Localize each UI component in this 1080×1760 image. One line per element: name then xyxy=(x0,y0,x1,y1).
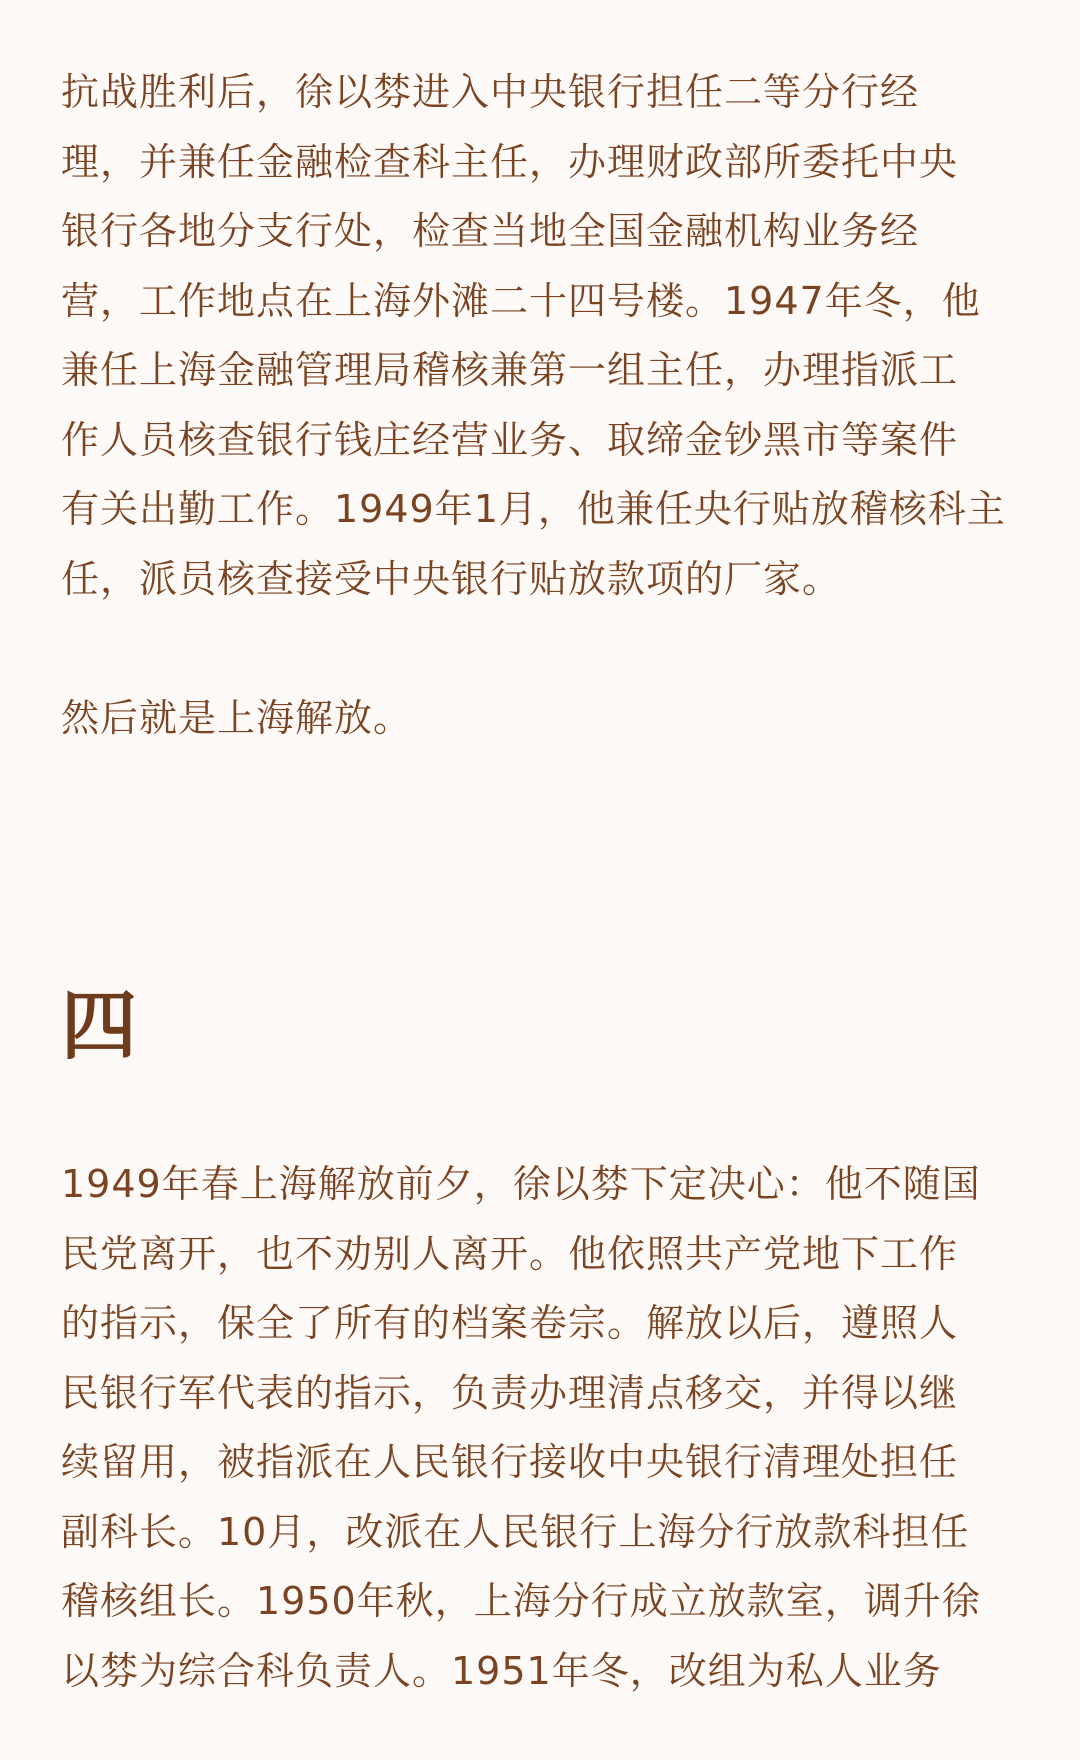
section-heading-four: 四 xyxy=(61,981,137,1070)
paragraph-anti-war-victory: 抗战胜利后，徐以棼进入中央银行担任二等分行经 理，并兼任金融检查科主任，办理财政部所委托中央 银行各地分支行处，检查当地全国金融机构业务经 营，工作地点在上海外滩二十四号楼。1947年冬，他 兼任上海金融管理局稽核兼第一组主任，办理指派工 作人员核查银行钱庄经营业务、取缔金钞黑市等案件 有关出勤工作。1949年1月，他兼任央行贴放稽核科主 任，派员核查接受中央银行贴放款项的厂家。 xyxy=(61,70,1006,601)
paragraph-shanghai-liberation: 然后就是上海解放。 xyxy=(61,696,413,740)
paragraph-1949-spring: 1949年春上海解放前夕，徐以棼下定决心：他不随国 民党离开，也不劝别人离开。他依照共产党地下工作 的指示，保全了所有的档案卷宗。解放以后，遵照人 民银行军代表的指示，负责办理清点移交，并得以继 续留用，被指派在人民银行接收中央银行清理处担任 副科长。10月，改派在人民银行上海分行放款科担任 稽核组长。1950年秋，上海分行成立放款室，调升徐 以棼为综合科负责人。1951年冬，改组为私人业务 xyxy=(61,1162,981,1693)
